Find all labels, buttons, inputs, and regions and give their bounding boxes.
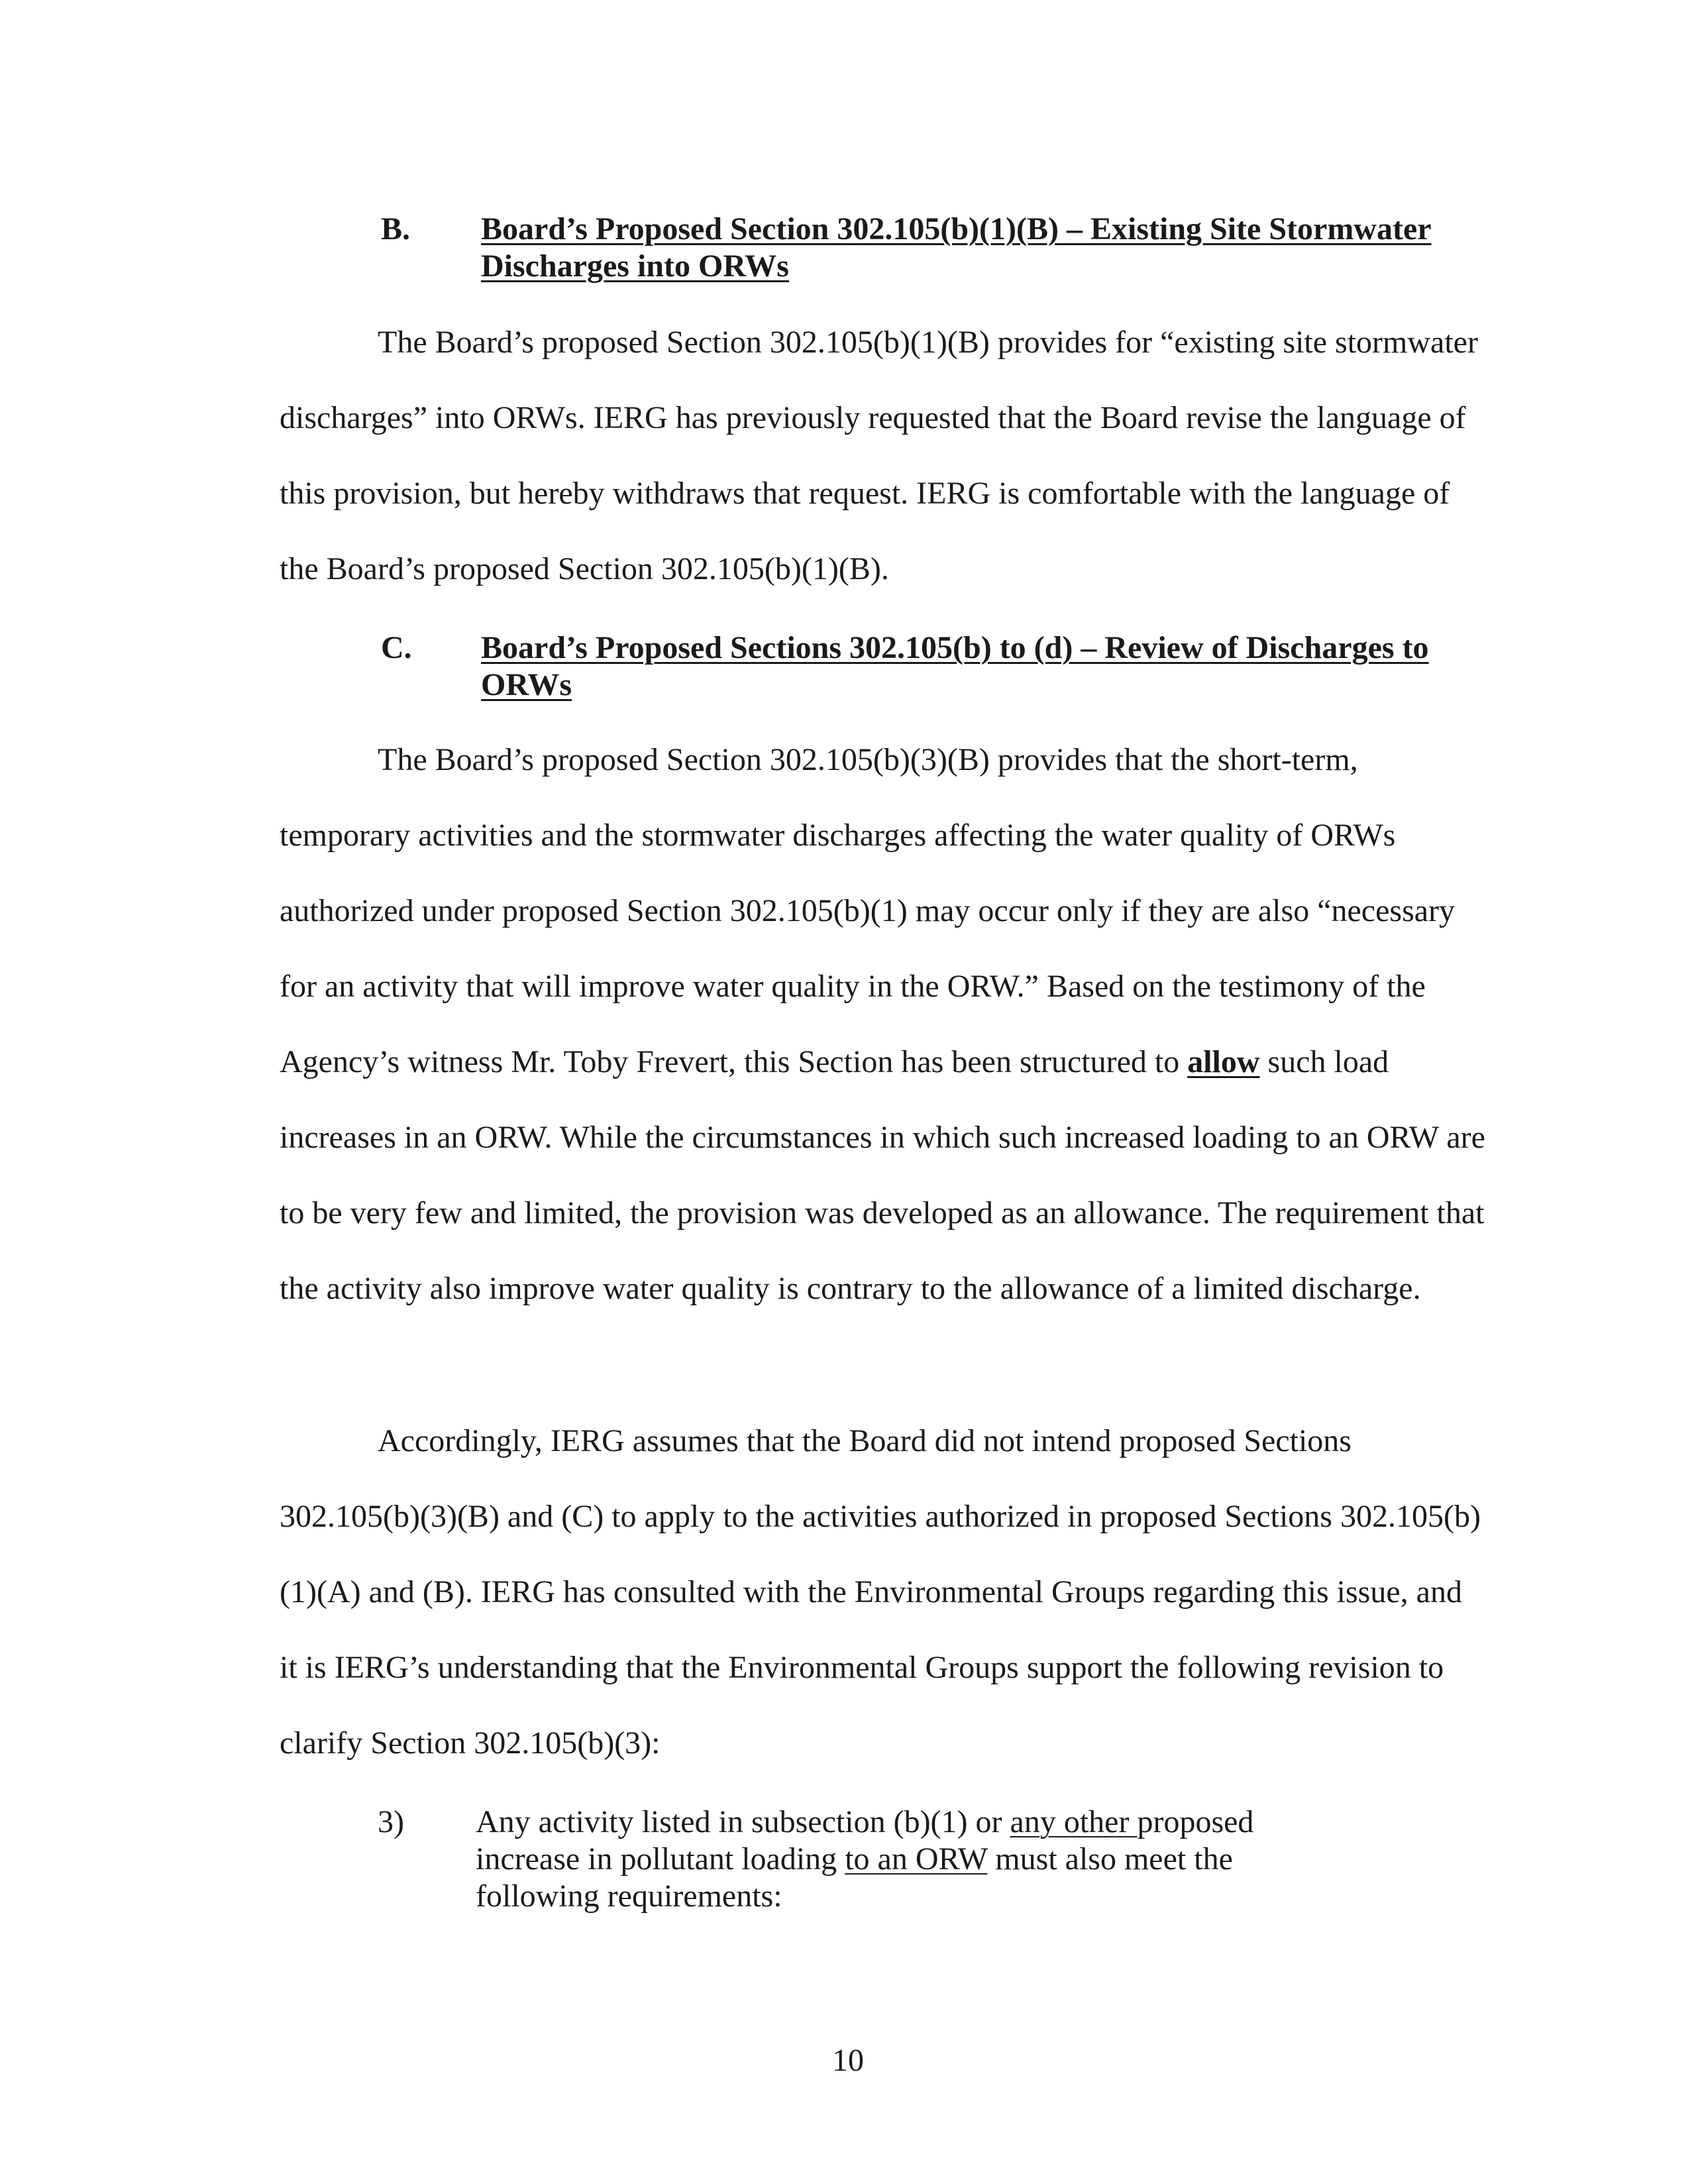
paragraph-3: Accordingly, IERG assumes that the Board did not intend proposed Sections 302.105(b)(3)(B) and (C) to apply to the activities authorized in proposed Sections 302.105(b)(1)(A) and (B). IERG has consulted with the Environmental Groups regarding this issue, and it is IERG’s understanding that the Environmental Groups support the following revision to clarify Section 302.105(b)(3): [280, 1423, 1481, 1761]
section-c-letter: C. [381, 630, 412, 665]
paragraph-2-text-before: The Board’s proposed Section 302.105(b)(3)(B) provides that the short-term, temporary activities and the stormwater discharges affecting the water quality of ORWs authorized under proposed Section 302.105(b)(1) may occur only if they are also “necessary for an activity that will improve water quality in the ORW.” Based on the testimony of the Agency’s witness Mr. Toby Frevert, this Section has been structured to [280, 742, 1456, 1079]
section-b-letter: B. [381, 211, 411, 246]
revision-text [476, 1804, 1337, 1915]
revision-number: 3) [378, 1804, 404, 1839]
section-c-title: Board’s Proposed Sections 302.105(b) to (d) – Review of Discharges to ORWs [481, 630, 1429, 702]
revision-text-part-5: must also meet the following requirements: [476, 1841, 1233, 1914]
revision-text-part-3: proposed increase in pollutant loading [476, 1804, 1254, 1877]
page-number: 10 [832, 2043, 864, 2078]
paragraph-1: The Board’s proposed Section 302.105(b)(1)(B) provides for “existing site stormwater discharges” into ORWs. IERG has previously requested that the Board revise the language of this provision, but hereby withdraws that request. IERG is comfortable with the language of the Board’s proposed Section 302.105(b)(1)(B). [280, 325, 1478, 586]
paragraph-2-text-after: such load increases in an ORW. While the circumstances in which such increased loading to an ORW are to be very few and limited, the provision was developed as an allowance. The requirement that the activity also improve water quality is contrary to the allowance of a limited discharge. [280, 1044, 1485, 1306]
paragraph-2 [280, 722, 1487, 1327]
paragraph-2-emphasis: allow [1187, 1044, 1260, 1079]
revision-text-insert-any-other: any other [1010, 1804, 1138, 1839]
section-b-title: Board’s Proposed Section 302.105(b)(1)(B) – Existing Site Stormwater Discharges into ORWs [481, 211, 1432, 284]
revision-text-part-1: Any activity listed in subsection (b)(1) or [476, 1804, 1010, 1839]
revision-text-insert-to-an-orw: to an ORW [845, 1841, 988, 1877]
